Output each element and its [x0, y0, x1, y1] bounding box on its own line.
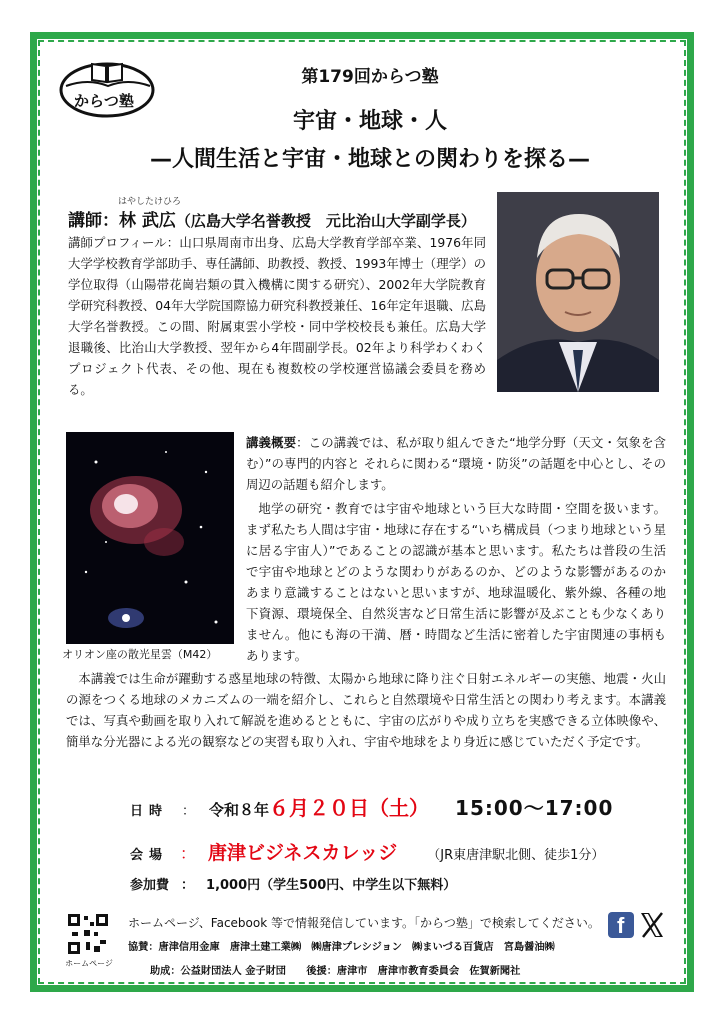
logo-text: からつ塾: [74, 92, 134, 110]
lecturer-name: 林 武広: [119, 211, 176, 231]
x-icon[interactable]: [638, 910, 666, 940]
lecturer-label: 講師：: [68, 211, 119, 231]
event-date: ６月２０日（土）: [269, 796, 430, 820]
lecturer-affiliation: （広島大学名誉教授 元比治山大学副学長）: [175, 212, 476, 230]
summary-p1: [246, 432, 666, 495]
sponsors-text: 協賛：唐津信用金庫 唐津土建工業㈱ ㈱唐津プレシジョン ㈱まいづる百貨店 宮島醤油㈱: [128, 941, 555, 953]
summary-p3: 本講義では生命が躍動する惑星地球の特徴、太陽から地球に降り注ぐ日射エネルギーの実態、地震・火山の源をつくる地球のメカニズムの一端を紹介し、これらと自然環境や日常生活との関わり考えます。本講義では、写真や動画を取り入れて解説を進めるとともに、宇宙の広がりや成り立ちを実感できる立体映像や、簡単な分光器による光の観察などの実習も取り入れ、宇宙や地球をより身近に感じていただく予定です。: [66, 671, 666, 749]
summary-p1-text: ：この講義では、私が取り組んできた“地学分野（天文・気象を含む）”の専門的内容と それらに関わる“環境・防災”の話題を中心とし、その周辺の話題も紹介します。: [246, 435, 667, 492]
venue-row: [130, 838, 604, 865]
lecturer-portrait: [497, 192, 659, 392]
qr-caption: ホームページ: [65, 959, 113, 968]
date-colon: ：: [182, 804, 196, 819]
lecturer-name-ruby: はやしたけひろ: [118, 197, 182, 207]
lecturer-line: [68, 206, 476, 231]
facebook-icon[interactable]: f: [608, 912, 634, 938]
venue-colon: ：: [180, 844, 197, 863]
qr-code[interactable]: [68, 914, 108, 954]
summary-label: 講義概要: [246, 435, 297, 450]
lecturer-profile: 講師プロフィール：山口県周南市出身、広島大学教育学部卒業、1976年同大学学校教育学部助手、専任講師、助教授、教授、1993年博士（理学）の学位取得（山陽帯花崗岩類の貫入機構に関する研究）、2002年大学院教育学研究科教授、04年大学院国際協力研究科教授兼任、16年定年退職、広島大学名誉教授。この間、附属東雲小学校・同中学校校長も兼任。広島大学退職後、比治山大学教授、翌年から4年間副学長。02年より科学わくわくプロジェクト代表、その他、現在も複数校の学校運営協議会委員を務める。: [68, 235, 486, 397]
venue-name: 唐津ビジネスカレッジ: [208, 842, 398, 864]
date-era: 令和８年: [209, 801, 270, 819]
series-title: 第179回からつ塾: [301, 67, 439, 87]
fee-value: 1,000円（学生500円、中学生以下無料）: [206, 878, 457, 893]
date-row: [130, 792, 613, 821]
venue-note: （JR東唐津駅北側、徒歩1分）: [427, 848, 605, 863]
summary-p2: 地学の研究・教育では宇宙や地球という巨大な時間・空間を扱います。まず私たち人間は宇宙・地球に存在する“いち構成員（つまり地球という星に居る宇宙人）”であることの認識が基本と思います。私たちは普段の生活で宇宙や地球とどのような関わりがあるのか、どのような影響があるのかあまり意識することはないと思いますが、地球温暖化、紫外線、各種の地下資源、環境保全、自然災害など日常生活に影響が及ぶことも少なくありません。他にも海の干満、暦・時間など生活に密着した宇宙関連の事柄もあります。: [246, 501, 666, 663]
event-time: 15:00～17:00: [455, 796, 614, 820]
fee-colon: ：: [181, 878, 195, 893]
main-title: 宇宙・地球・人: [292, 109, 447, 134]
fee-label: 参加費: [130, 878, 170, 893]
photo-caption: オリオン座の散光星雲（M42）: [62, 648, 218, 661]
orion-nebula-photo: [66, 432, 234, 644]
venue-label: 会場: [130, 848, 169, 863]
info-text: ホームページ、Facebook 等で情報発信しています。「からつ塾」で検索してください。: [128, 916, 600, 930]
support-text: 助成：公益財団法人 金子財団 後援：唐津市 唐津市教育委員会 佐賀新聞社: [150, 965, 521, 977]
date-label: 日時: [130, 804, 169, 819]
subtitle: —人間生活と宇宙・地球との関わりを探る—: [149, 147, 590, 172]
fee-row: [130, 874, 456, 893]
